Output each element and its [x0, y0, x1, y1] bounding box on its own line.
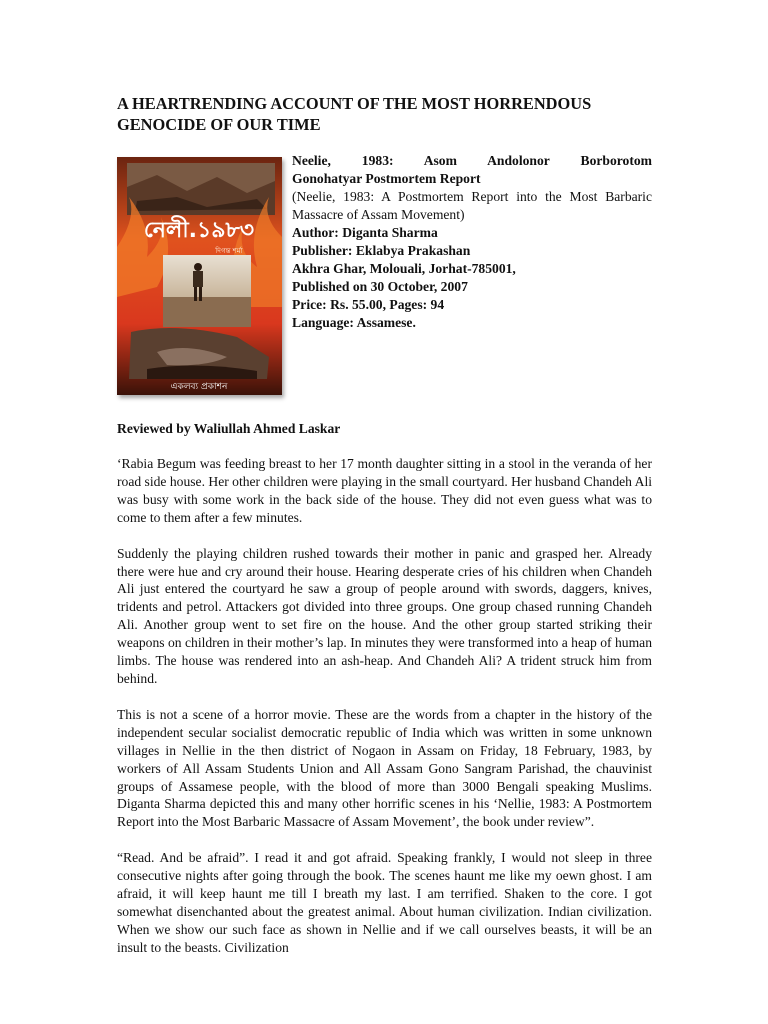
paragraph: ‘Rabia Begum was feeding breast to her 17 month daughter sitting in a stool in the veranda of her road side house. Her other children were playing in the small courtyard. Her husband Chandeh Ali was busy with some work in the back side of the house. They did not even guess what was to come to them after a few minutes. [117, 456, 652, 525]
article-title: A HEARTRENDING ACCOUNT OF THE MOST HORRENDOUS GENOCIDE OF OUR TIME [117, 94, 592, 134]
book-cover-image [117, 157, 282, 395]
review-body [117, 455, 652, 975]
book-details [292, 152, 652, 332]
book-title-line1: Neelie, 1983: Asom Andolonor Borborotom [292, 153, 652, 168]
book-translation: (Neelie, 1983: A Postmortem Report into the Most Barbaric Massacre of Assam Movement) [292, 189, 652, 222]
paragraph: Suddenly the playing children rushed towards their mother in panic and grasped her. Already there were hue and cry around their house. Hearing desperate cries of his children when Chandeh Ali just entered the courtyard he saw a group of people around with swords, daggers, knives, tridents and petrol. Attackers got divided into three groups. One group chased running Chandeh Ali. Another group went to set fire on the house. And the other group started striking their weapons on children in their mother’s lap. In minutes they were transformed into a heap of human limbs. The house was rendered into an ash-heap. And Chandeh Ali? A trident struck him from behind. [117, 545, 652, 686]
book-title-line2: Gonohatyar Postmortem Report [292, 171, 481, 186]
cover-title: নেলী.১৯৮৩ [143, 218, 255, 243]
paragraph: This is not a scene of a horror movie. These are the words from a chapter in the history of the independent secular socialist democratic republic of India which was written in some unknown villages in Nellie in the then district of Nogaon in Assam on Friday, 18 February, 1983, by workers of All Assam Students Union and All Assam Gono Sangram Parishad, the chauvinist groups of Assamese people, with the blood of more than 3000 Bengali speaking Muslims. Diganta Sharma depicted this and many other horrific scenes in his ‘Nellie, 1983: A Postmortem Report into the Most Barbaric Massacre of Assam Movement’, the book under review”. [117, 706, 652, 830]
reviewer-byline: Reviewed by Waliullah Ahmed Laskar [117, 421, 341, 436]
book-price: Price: Rs. 55.00, Pages: 94 [292, 297, 445, 312]
book-publisher: Publisher: Eklabya Prakashan [292, 243, 471, 258]
book-language: Language: Assamese. [292, 315, 416, 330]
cover-publisher: একলব্য প্ৰকাশন [170, 382, 228, 392]
paragraph: “Read. And be afraid”. I read it and got afraid. Speaking frankly, I would not sleep in three consecutive nights after going through the book. The scenes haunt me like my oewn ghost. I am afraid, it will keep haunt me till I breath my last. I am terrified. Shaken to the core. I got somewhat disenchanted about the greatest animal. About human civilization. Indian civilization. When we show our such face as shown in Nellie and if we call ourselves beasts, it will be an insult to the beasts. Civilization [117, 850, 652, 955]
book-author: Author: Diganta Sharma [292, 225, 438, 240]
book-address: Akhra Ghar, Molouali, Jorhat-785001, [292, 261, 516, 276]
cover-author: দিগন্ত শৰ্মা [215, 247, 243, 255]
book-published-date: Published on 30 October, 2007 [292, 279, 468, 294]
